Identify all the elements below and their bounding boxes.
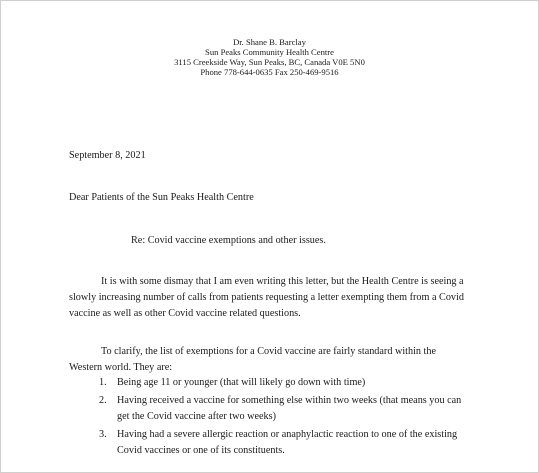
paragraph-clarify <box>69 344 436 376</box>
paragraph-line: It is with some dismay that I am even writing this letter, but the Health Centre is seeing a <box>101 276 464 287</box>
list-item <box>99 393 461 425</box>
list-number: 2. <box>99 395 107 406</box>
list-item <box>99 427 461 459</box>
list-text: Having received a vaccine for something else within two weeks (that means you can <box>117 395 462 406</box>
salutation: Dear Patients of the Sun Peaks Health Centre <box>69 192 254 203</box>
list-number: 3. <box>99 429 107 440</box>
paragraph-line: vaccine as well as other Covid vaccine related questions. <box>69 308 301 319</box>
subject-line: Re: Covid vaccine exemptions and other issues. <box>131 235 326 246</box>
address-line: 3115 Creekside Way, Sun Peaks, BC, Canada V0E 5N0 <box>174 57 365 67</box>
contact-line: Phone 778-644-0635 Fax 250-469-9516 <box>200 67 339 77</box>
list-item <box>99 375 461 391</box>
exemption-list <box>99 375 461 461</box>
list-text-continued: get the Covid vaccine after two weeks) <box>117 411 276 422</box>
paragraph-line: Western world. They are: <box>69 362 173 373</box>
list-text-continued: Covid vaccines or one of its constituents. <box>117 445 285 456</box>
letter-date: September 8, 2021 <box>69 150 146 161</box>
paragraph-line: slowly increasing number of calls from patients requesting a letter exempting them from a Covid <box>69 292 464 303</box>
list-text: Having had a severe allergic reaction or anaphylactic reaction to one of the existing <box>117 429 458 440</box>
doctor-name: Dr. Shane B. Barclay <box>233 37 306 47</box>
list-number: 1. <box>99 377 107 388</box>
paragraph-line: To clarify, the list of exemptions for a Covid vaccine are fairly standard within the <box>101 346 436 357</box>
list-text: Being age 11 or younger (that will likely go down with time) <box>117 377 366 388</box>
organization-name: Sun Peaks Community Health Centre <box>205 47 334 57</box>
letterhead <box>1 37 538 77</box>
paragraph-intro <box>69 274 464 322</box>
